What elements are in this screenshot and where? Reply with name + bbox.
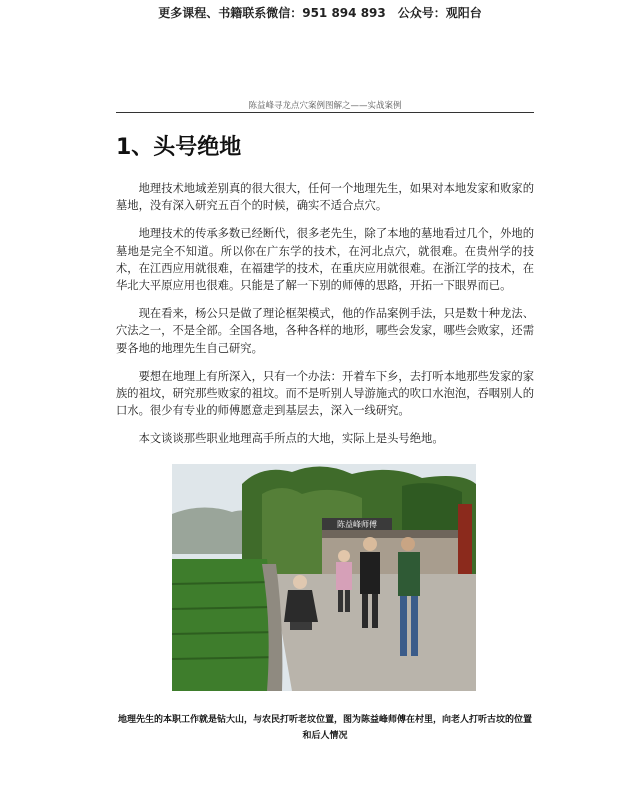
article-body — [116, 180, 534, 459]
paragraph-5: 本文谈谈那些职业地理高手所点的大地，实际上是头号绝地。 — [138, 432, 444, 446]
top-contact-banner: 更多课程、书籍联系微信：951 894 893 公众号：观阳台 — [158, 6, 482, 20]
header-divider — [116, 112, 534, 113]
paragraph-1: 地理技术地域差别真的很大很大，任何一个地理先生，如果对本地发家和败家的墓地，没有深入研究五百个的时候，确实不适合点穴。 — [116, 182, 534, 213]
caption-line-1: 地理先生的本职工作就是钻大山，与农民打听老坟位置，图为陈益峰师傅在村里，向老人打听古坟的位置 — [117, 715, 532, 725]
village-photo — [172, 464, 476, 691]
running-header: 陈益峰寻龙点穴案例图解之——实战案例 — [248, 101, 402, 111]
paragraph-4: 要想在地理上有所深入，只有一个办法：开着车下乡，去打听本地那些发家的家族的祖坟，研究那些败家的祖坟。而不是听别人导游施式的吹口水泡泡，吞咽别人的口水。很少有专业的师傅愿意走到基层去，深入一线研究。 — [116, 369, 534, 418]
section-title: 1、头号绝地 — [116, 135, 242, 160]
caption-line-2: 和后人情况 — [302, 731, 348, 741]
paragraph-3: 现在看来，杨公只是做了理论框架模式，他的作品案例手法，只是数十种龙法、穴法之一，不是全部。全国各地，各种各样的地形，哪些会发家，哪些会败家，还需要各地的地理先生自己研究。 — [116, 307, 534, 355]
paragraph-2: 地理技术的传承多数已经断代，很多老先生，除了本地的墓地看过几个，外地的墓地是完全不知道。所以你在广东学的技术，在河北点穴，就很难。在贵州学的技术，在江西应用就很难，在福建学的技术，在重庆应用就很难。在浙江学的技术，在华北大平原应用也很难。只能是了解一下别的师傅的思路，开拓一下眼界而已。 — [116, 227, 534, 293]
village-scene-illustration — [172, 464, 476, 691]
sign-text: 陈益峰师傅 — [337, 520, 377, 529]
photo-caption — [108, 712, 542, 744]
